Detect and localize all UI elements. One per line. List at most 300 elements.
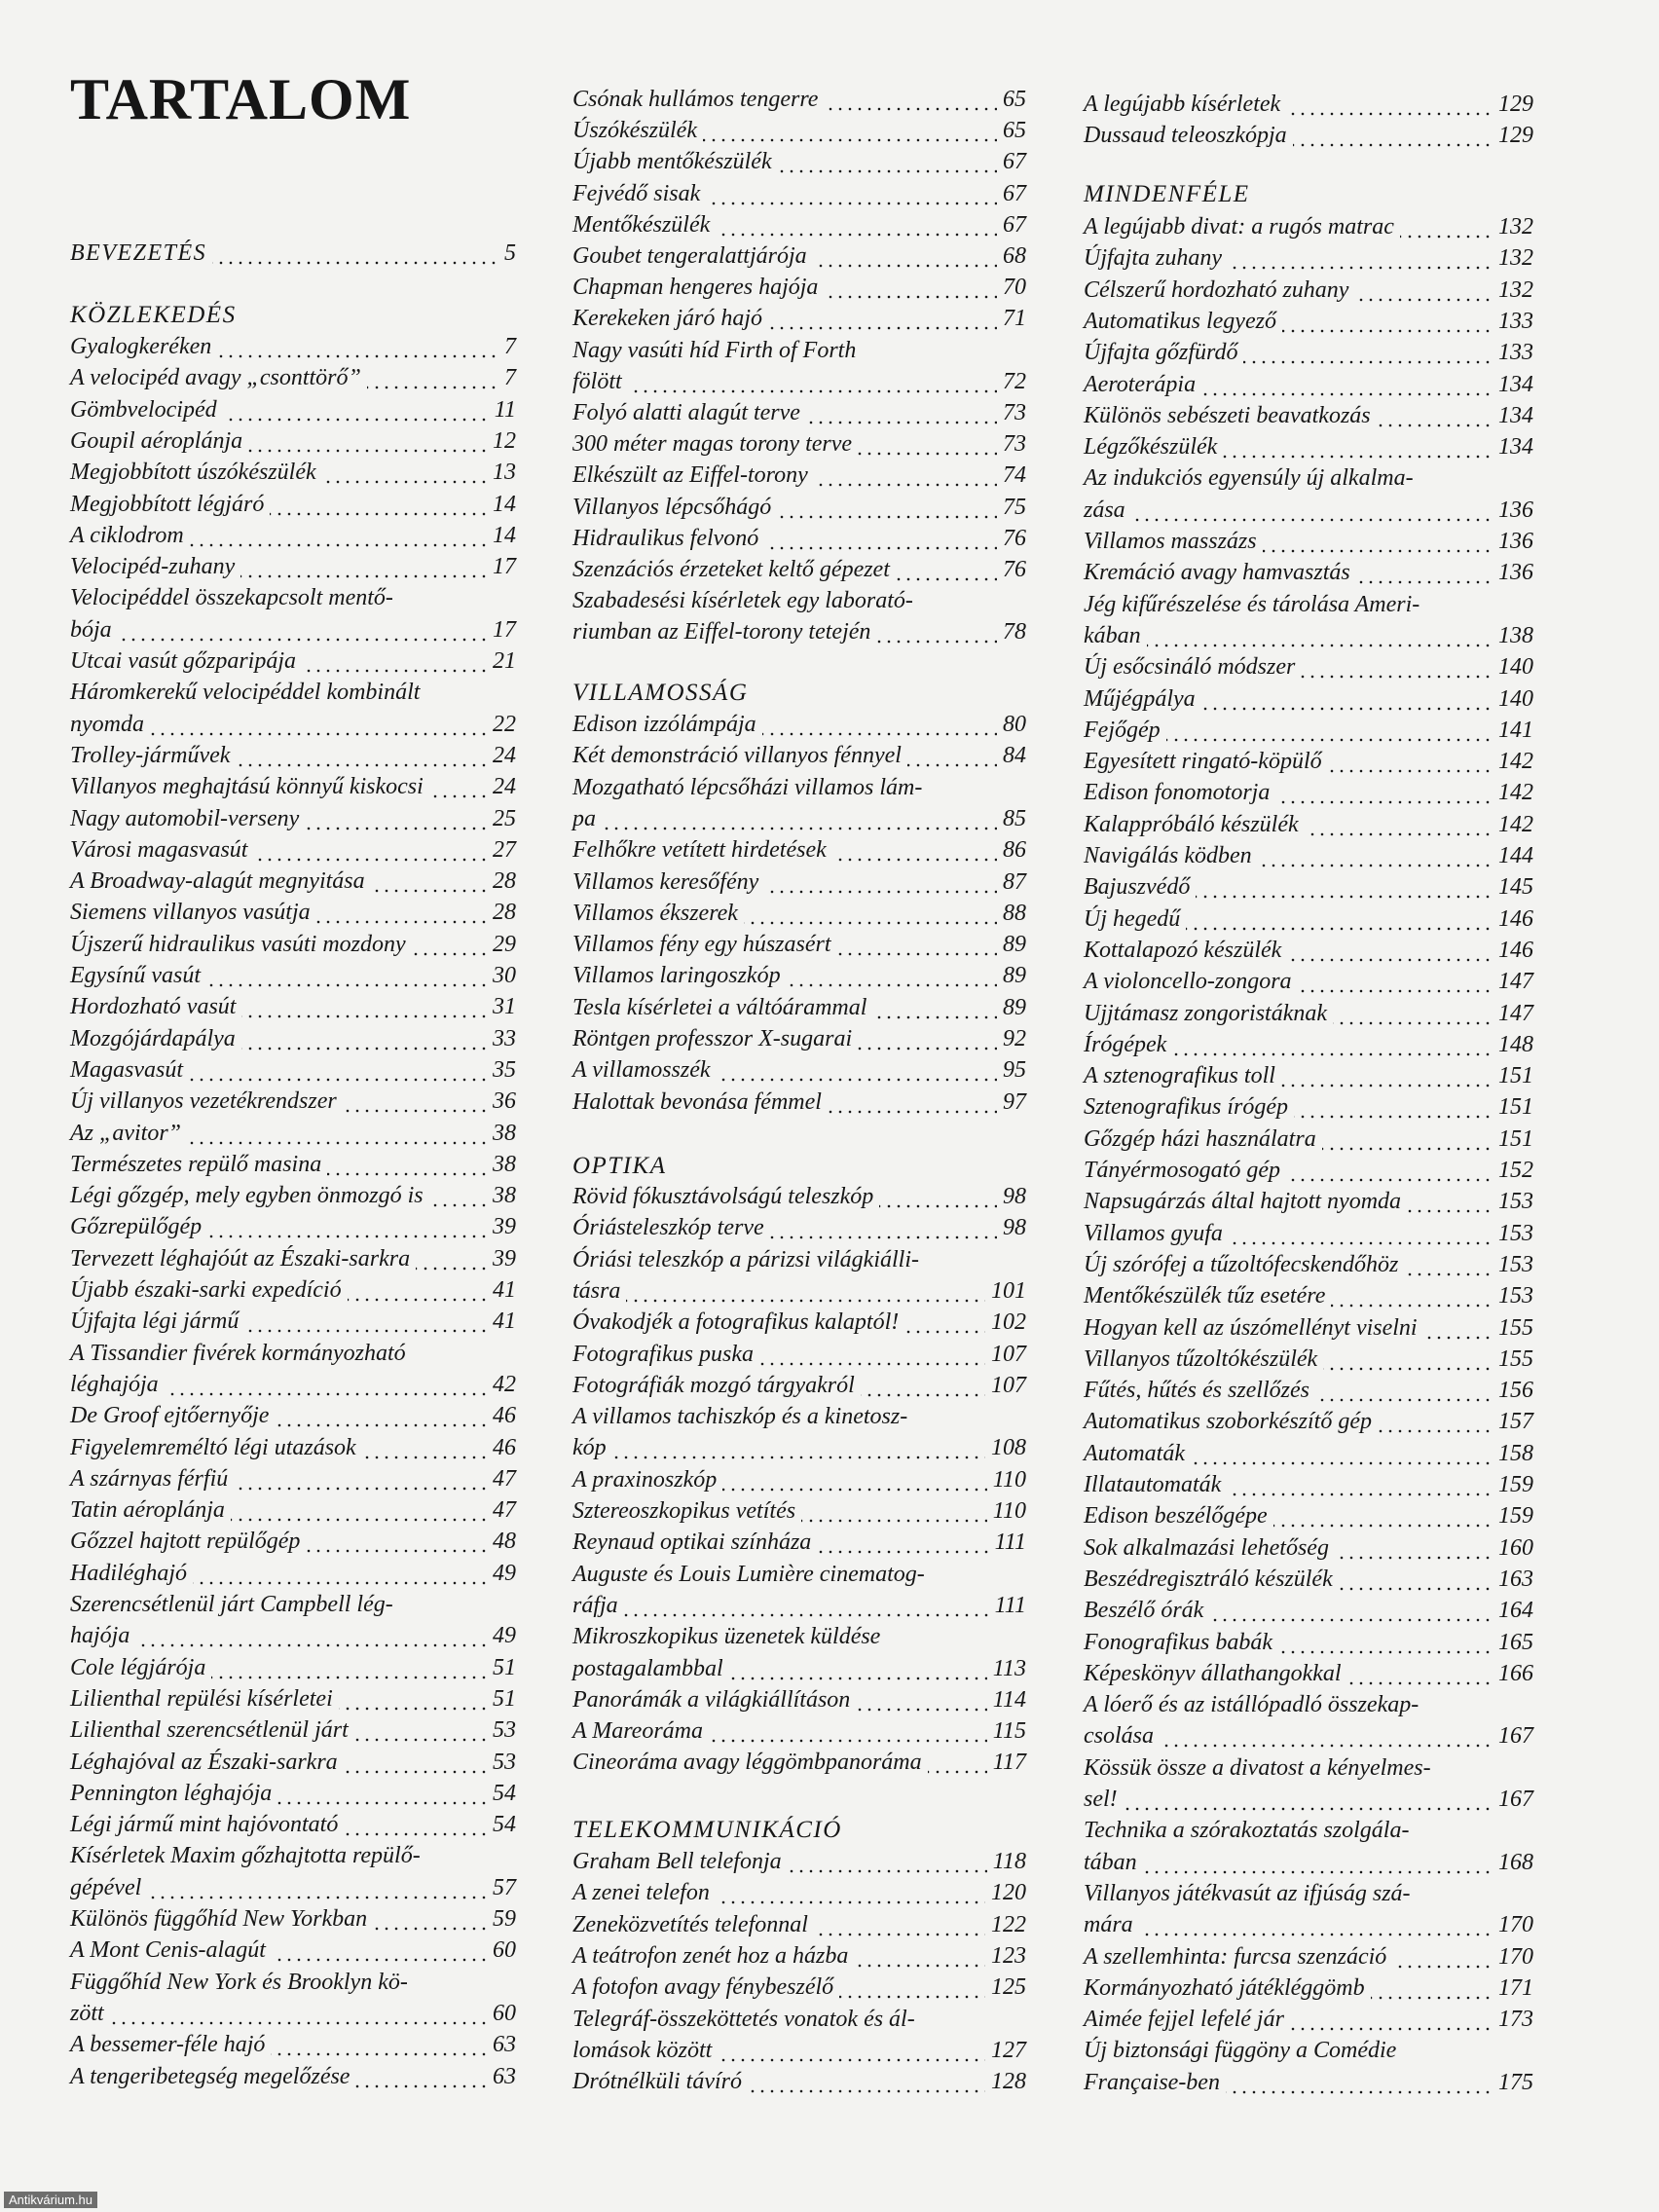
- toc-entry-title: lomások között: [572, 2035, 718, 2066]
- toc-entry-title: Rövid fókusztávolságú teleszkóp: [572, 1181, 879, 1212]
- toc-entry-page: 24: [487, 740, 516, 771]
- toc-entry-page: 122: [985, 1909, 1026, 1940]
- toc-entry: [70, 1463, 516, 1494]
- toc-entry-title: De Groof ejtőernyője: [70, 1400, 275, 1431]
- toc-entry-page: 78: [997, 616, 1026, 647]
- toc-entry-page: 38: [487, 1149, 516, 1180]
- toc-entry-title: A legújabb kísérletek: [1084, 89, 1286, 120]
- toc-entry: [70, 1023, 516, 1054]
- toc-entry-title: Villanyos lépcsőhágó: [572, 492, 777, 523]
- toc-entry: [70, 1998, 516, 2029]
- toc-entry-title: Telegráf-összeköttetés vonatok és ál-: [572, 2004, 915, 2035]
- toc-entry-title: Nagy automobil-verseny: [70, 803, 305, 834]
- toc-entry: [70, 1149, 516, 1180]
- toc-entry-page: 68: [997, 240, 1026, 272]
- toc-entry-title: Röntgen professzor X-sugarai: [572, 1023, 858, 1054]
- toc-entry-page: 142: [1493, 809, 1533, 840]
- toc-entry: [70, 803, 516, 834]
- toc-entry-page: 67: [997, 209, 1026, 240]
- toc-entry: [1084, 809, 1533, 840]
- toc-entry-title: Nagy vasúti híd Firth of Forth: [572, 335, 856, 366]
- toc-entry-title: Tesla kísérletei a váltóárammal: [572, 992, 872, 1023]
- toc-entry-page: 153: [1493, 1186, 1533, 1217]
- toc-entry-page: 123: [985, 1940, 1026, 1972]
- toc-entry-title: Zeneközvetítés telefonnal: [572, 1909, 814, 1940]
- toc-entry-title: mára: [1084, 1909, 1139, 1940]
- toc-entry: [572, 1212, 1026, 1243]
- toc-entry-page: 76: [997, 554, 1026, 585]
- toc-entry-page: 98: [997, 1181, 1026, 1212]
- toc-entry-title: Szerencsétlenül járt Campbell lég-: [70, 1589, 393, 1620]
- toc-entry-title: Fejőgép: [1084, 715, 1166, 746]
- toc-entry-title: A Tissandier fivérek kormányozható: [70, 1338, 406, 1369]
- toc-entry: [1084, 1595, 1533, 1626]
- toc-entry: [70, 1778, 516, 1809]
- toc-entry-page: 151: [1493, 1060, 1533, 1091]
- toc-entry: [1084, 1280, 1533, 1311]
- toc-entry-page: 134: [1493, 431, 1533, 462]
- toc-entry: [1084, 683, 1533, 715]
- toc-entry-page: 101: [985, 1275, 1026, 1307]
- toc-entry-title: Szabadesési kísérletek egy laborató-: [572, 585, 913, 616]
- toc-entry: [1084, 1029, 1533, 1060]
- toc-entry: [70, 740, 516, 771]
- toc-entry: [70, 2029, 516, 2060]
- toc-entry: [572, 1527, 1026, 1558]
- toc-entry-title: Írógépek: [1084, 1029, 1172, 1060]
- toc-entry-title: Velocipéd-zuhany: [70, 551, 240, 582]
- toc-entry: [572, 1590, 1026, 1621]
- toc-entry: [572, 1940, 1026, 1972]
- toc-entry: [70, 771, 516, 802]
- toc-entry-page: 111: [989, 1527, 1026, 1558]
- toc-entry-page: 147: [1493, 998, 1533, 1029]
- toc-entry: [70, 1338, 516, 1369]
- toc-entry: [572, 1495, 1026, 1527]
- toc-entry-page: 48: [487, 1526, 516, 1557]
- toc-entry-page: 144: [1493, 840, 1533, 871]
- toc-entry-page: 98: [997, 1212, 1026, 1243]
- toc-entry: [1084, 1091, 1533, 1123]
- toc-entry-title: Lilienthal repülési kísérletei: [70, 1683, 339, 1714]
- toc-entry-title: Különös sebészeti beavatkozás: [1084, 400, 1377, 431]
- toc-entry: [1084, 1878, 1533, 1909]
- toc-entry: [572, 1307, 1026, 1338]
- toc-entry-title: Villamos laringoszkóp: [572, 960, 787, 991]
- toc-entry: [572, 428, 1026, 460]
- toc-entry-title: Fotográfiák mozgó tárgyakról: [572, 1370, 861, 1401]
- toc-entry: [1084, 1847, 1533, 1878]
- toc-entry-title: Cole légjárója: [70, 1652, 211, 1683]
- toc-entry-page: 41: [487, 1274, 516, 1306]
- toc-entry-title: Műjégpálya: [1084, 683, 1201, 715]
- toc-entry: [70, 897, 516, 928]
- toc-entry-page: 75: [997, 492, 1026, 523]
- toc-entry-page: 35: [487, 1054, 516, 1086]
- toc-entry: [572, 2035, 1026, 2066]
- toc-entry: [1084, 337, 1533, 368]
- toc-entry-page: 28: [487, 866, 516, 897]
- toc-entry-title: Léghajóval az Északi-sarkra: [70, 1747, 344, 1778]
- toc-entry-title: Gőzgép házi használatra: [1084, 1124, 1322, 1155]
- toc-entry: [70, 582, 516, 613]
- toc-entry-page: 84: [997, 740, 1026, 771]
- toc-entry: [70, 1369, 516, 1400]
- section-heading-telekommunikacio: TELEKOMMUNIKÁCIÓ: [572, 1817, 842, 1843]
- toc-entry-title: Mozgatható lépcsőházi villamos lám-: [572, 772, 922, 803]
- toc-entry-page: 76: [997, 523, 1026, 554]
- toc-entry: [70, 960, 516, 991]
- toc-entry: [1084, 840, 1533, 871]
- toc-entry-title: Edison izzólámpája: [572, 709, 762, 740]
- toc-entry-page: 14: [487, 489, 516, 520]
- toc-entry: [1084, 1784, 1533, 1815]
- section-heading-optika: OPTIKA: [572, 1153, 667, 1179]
- toc-entry-title: pa: [572, 803, 602, 834]
- toc-entry: [1084, 306, 1533, 337]
- toc-entry: [70, 1086, 516, 1117]
- toc-entry-page: 142: [1493, 746, 1533, 777]
- toc-entry-title: Mozgójárdapálya: [70, 1023, 241, 1054]
- toc-entry: [572, 1877, 1026, 1908]
- toc-entry-title: Célszerű hordozható zuhany: [1084, 275, 1354, 306]
- toc-entry-page: 63: [487, 2061, 516, 2092]
- toc-entry-title: Elkészült az Eiffel-torony: [572, 460, 814, 491]
- toc-entry-title: Kísérletek Maxim gőzhajtotta repülő-: [70, 1840, 421, 1871]
- toc-entry: [572, 1621, 1026, 1652]
- toc-entry-page: 12: [487, 425, 516, 457]
- toc-entry-title: Újabb északi-sarki expedíció: [70, 1274, 348, 1306]
- toc-entry-page: 151: [1493, 1091, 1533, 1123]
- toc-entry-title: Légi gőzgép, mely egyben önmozgó is: [70, 1180, 429, 1211]
- toc-entry-title: Új szórófej a tűzoltófecskendőhöz: [1084, 1249, 1404, 1280]
- toc-entry-page: 59: [487, 1903, 516, 1935]
- toc-entry-page: 67: [997, 146, 1026, 177]
- toc-entry-title: Gőzzel hajtott repülőgép: [70, 1526, 306, 1557]
- toc-entry-title: Kössük össze a divatost a kényelmes-: [1084, 1752, 1431, 1784]
- toc-entry: [1084, 1532, 1533, 1564]
- toc-entry-page: 175: [1493, 2067, 1533, 2098]
- toc-entry-title: A zenei telefon: [572, 1877, 716, 1908]
- toc-entry: [572, 1087, 1026, 1118]
- toc-entry-page: 125: [985, 1972, 1026, 2003]
- toc-entry-title: Figyelemreméltó légi utazások: [70, 1432, 362, 1463]
- toc-entry-title: A velocipéd avagy „csonttörő”: [70, 362, 367, 393]
- toc-entry: [1084, 935, 1533, 966]
- toc-entry-title: Jég kifűrészelése és tárolása Ameri-: [1084, 589, 1419, 620]
- toc-entry: [70, 1683, 516, 1714]
- toc-entry-page: 132: [1493, 211, 1533, 242]
- toc-entry-title: Villanyos tűzoltókészülék: [1084, 1344, 1323, 1375]
- toc-entry: [70, 331, 516, 362]
- toc-entry-page: 167: [1493, 1784, 1533, 1815]
- toc-entry-page: 5: [498, 238, 516, 269]
- toc-entry-page: 165: [1493, 1627, 1533, 1658]
- toc-entry-title: A ciklodrom: [70, 520, 190, 551]
- toc-entry: [70, 1903, 516, 1935]
- toc-entry: [70, 834, 516, 866]
- toc-entry-page: 114: [987, 1684, 1026, 1715]
- toc-entry: [70, 1180, 516, 1211]
- toc-entry: [572, 492, 1026, 523]
- toc-entry-title: Óriási teleszkóp a párizsi világkiálli-: [572, 1244, 919, 1275]
- toc-entry-title: Kremáció avagy hamvasztás: [1084, 557, 1356, 588]
- toc-entry-page: 145: [1493, 871, 1533, 903]
- toc-entry: [70, 991, 516, 1022]
- toc-entry: [572, 209, 1026, 240]
- toc-entry-title: Új hegedű: [1084, 903, 1186, 935]
- toc-entry-title: Sok alkalmazási lehetőség: [1084, 1532, 1335, 1564]
- toc-entry-page: 38: [487, 1180, 516, 1211]
- toc-entry: [572, 460, 1026, 491]
- toc-entry-title: Tatin aéroplánja: [70, 1494, 231, 1526]
- toc-entry-title: A Mont Cenis-alagút: [70, 1935, 272, 1966]
- toc-entry-title: Légzőkészülék: [1084, 431, 1223, 462]
- toc-entry: [1084, 2004, 1533, 2035]
- toc-entry-title: A sztenografikus toll: [1084, 1060, 1281, 1091]
- toc-entry-title: Egysínű vasút: [70, 960, 206, 991]
- toc-entry: [1084, 462, 1533, 494]
- toc-entry-page: 46: [487, 1432, 516, 1463]
- toc-entry-title: Automaták: [1084, 1438, 1191, 1469]
- toc-entry: [1084, 369, 1533, 400]
- toc-entry-page: 11: [489, 394, 516, 425]
- toc-entry-page: 146: [1493, 903, 1533, 935]
- toc-entry: [1084, 903, 1533, 935]
- toc-entry: [1084, 1658, 1533, 1689]
- toc-entry: [572, 1747, 1026, 1778]
- toc-entry-title: Természetes repülő masina: [70, 1149, 327, 1180]
- toc-entry-page: 74: [997, 460, 1026, 491]
- toc-entry-page: 110: [987, 1464, 1026, 1495]
- toc-entry-title: Fotografikus puska: [572, 1339, 759, 1370]
- toc-entry: [572, 1432, 1026, 1463]
- toc-entry-title: A Mareoráma: [572, 1715, 709, 1747]
- toc-entry: [572, 523, 1026, 554]
- toc-entry: [70, 238, 516, 269]
- toc-entry: [1084, 2035, 1533, 2066]
- toc-entry-title: 300 méter magas torony terve: [572, 428, 858, 460]
- toc-entry: [572, 1559, 1026, 1590]
- toc-entry-title: Háromkerekű velocipéddel kombinált: [70, 677, 420, 708]
- toc-entry-title: bója: [70, 614, 118, 645]
- toc-entry-page: 47: [487, 1494, 516, 1526]
- toc-entry: [70, 520, 516, 551]
- toc-entry-page: 120: [985, 1877, 1026, 1908]
- toc-entry-title: Utcai vasút gőzparipája: [70, 645, 302, 677]
- toc-entry: [1084, 1249, 1533, 1280]
- toc-entry-title: Kalappróbáló készülék: [1084, 809, 1305, 840]
- toc-entry: [572, 146, 1026, 177]
- toc-entry-page: 28: [487, 897, 516, 928]
- toc-entry: [572, 303, 1026, 334]
- toc-entry-title: Fűtés, hűtés és szellőzés: [1084, 1375, 1315, 1406]
- toc-entry: [1084, 1469, 1533, 1500]
- toc-entry-title: Villamos fény egy húszasért: [572, 929, 837, 960]
- toc-entry: [572, 585, 1026, 616]
- toc-entry: [572, 272, 1026, 303]
- toc-entry-title: Óriásteleszkóp terve: [572, 1212, 770, 1243]
- toc-entry-page: 153: [1493, 1249, 1533, 1280]
- watermark: Antikvárium.hu: [4, 2192, 97, 2208]
- toc-entry-page: 133: [1493, 306, 1533, 337]
- toc-entry-title: A tengeribetegség megelőzése: [70, 2061, 355, 2092]
- toc-entry: [70, 1526, 516, 1557]
- toc-entry-page: 38: [487, 1118, 516, 1149]
- toc-entry-title: Française-ben: [1084, 2067, 1226, 2098]
- toc-entry-title: Automatikus legyező: [1084, 306, 1282, 337]
- toc-entry-title: Bajuszvédő: [1084, 871, 1196, 903]
- toc-entry-page: 73: [997, 428, 1026, 460]
- toc-entry-title: Hogyan kell az úszómellényt viselni: [1084, 1312, 1423, 1344]
- toc-entry-page: 17: [487, 614, 516, 645]
- toc-entry-page: 30: [487, 960, 516, 991]
- toc-entry: [1084, 966, 1533, 997]
- toc-entry: [1084, 998, 1533, 1029]
- toc-entry: [1084, 777, 1533, 808]
- toc-entry-page: 36: [487, 1086, 516, 1117]
- toc-entry-title: Úszókészülék: [572, 115, 703, 146]
- toc-entry-page: 102: [985, 1307, 1026, 1338]
- toc-entry: [572, 616, 1026, 647]
- toc-entry-page: 54: [487, 1809, 516, 1840]
- toc-entry-title: Beszédregisztráló készülék: [1084, 1564, 1339, 1595]
- toc-entry: [1084, 431, 1533, 462]
- toc-entry-page: 41: [487, 1306, 516, 1337]
- toc-entry-page: 142: [1493, 777, 1533, 808]
- toc-entry-title: tásra: [572, 1275, 626, 1307]
- toc-entry: [1084, 589, 1533, 620]
- toc-entry: [1084, 715, 1533, 746]
- toc-entry: [1084, 620, 1533, 651]
- toc-entry: [70, 614, 516, 645]
- toc-entry-page: 115: [987, 1715, 1026, 1747]
- toc-entry: [1084, 211, 1533, 242]
- toc-entry-page: 25: [487, 803, 516, 834]
- toc-entry-page: 49: [487, 1620, 516, 1651]
- toc-entry: [572, 240, 1026, 272]
- toc-entry-page: 108: [985, 1432, 1026, 1463]
- toc-entry: [572, 335, 1026, 366]
- toc-entry-title: Tervezett léghajóút az Északi-sarkra: [70, 1243, 416, 1274]
- toc-entry-title: Mentőkészülék: [572, 209, 716, 240]
- toc-entry-title: Halottak bevonása fémmel: [572, 1087, 828, 1118]
- toc-entry-title: Chapman hengeres hajója: [572, 272, 824, 303]
- toc-entry-title: Különös függőhíd New Yorkban: [70, 1903, 373, 1935]
- toc-entry-title: postagalambbal: [572, 1653, 729, 1684]
- toc-entry-page: 134: [1493, 369, 1533, 400]
- toc-entry: [70, 1747, 516, 1778]
- toc-entry: [70, 1714, 516, 1746]
- section-heading-villamossag: VILLAMOSSÁG: [572, 680, 749, 706]
- toc-entry-page: 7: [498, 362, 516, 393]
- toc-entry-page: 13: [487, 457, 516, 488]
- toc-entry: [572, 1339, 1026, 1370]
- toc-entry-title: Automatikus szoborkészítő gép: [1084, 1406, 1378, 1437]
- toc-entry: [572, 772, 1026, 803]
- toc-entry-title: A villamos tachiszkóp és a kinetosz-: [572, 1401, 907, 1432]
- toc-entry-page: 51: [487, 1652, 516, 1683]
- toc-entry-page: 7: [498, 331, 516, 362]
- toc-entry-title: Villanyos játékvasút az ifjúság szá-: [1084, 1878, 1411, 1909]
- toc-entry-page: 132: [1493, 242, 1533, 274]
- toc-entry-page: 163: [1493, 1564, 1533, 1595]
- toc-entry-title: Villanyos meghajtású könnyű kiskocsi: [70, 771, 429, 802]
- toc-entry: [572, 1023, 1026, 1054]
- toc-entry: [70, 1652, 516, 1683]
- toc-entry-page: 136: [1493, 495, 1533, 526]
- toc-entry-title: léghajója: [70, 1369, 165, 1400]
- toc-entry-title: Illatautomaták: [1084, 1469, 1227, 1500]
- toc-entry-title: A Broadway-alagút megnyitása: [70, 866, 371, 897]
- toc-entry-page: 97: [997, 1087, 1026, 1118]
- toc-entry: [70, 489, 516, 520]
- toc-entry-title: Felhőkre vetített hirdetések: [572, 834, 832, 866]
- toc-entry-title: Fejvédő sisak: [572, 178, 706, 209]
- toc-entry-page: 153: [1493, 1280, 1533, 1311]
- toc-entry: [70, 1809, 516, 1840]
- toc-entry: [70, 1306, 516, 1337]
- toc-entry-title: Villamos ékszerek: [572, 898, 744, 929]
- toc-entry-title: Cineoráma avagy léggömbpanoráma: [572, 1747, 928, 1778]
- toc-entry-page: 63: [487, 2029, 516, 2060]
- toc-entry-page: 39: [487, 1243, 516, 1274]
- toc-entry: [572, 1054, 1026, 1086]
- toc-entry: [1084, 1689, 1533, 1720]
- toc-entry-title: zött: [70, 1998, 110, 2029]
- toc-entry: [70, 709, 516, 740]
- toc-entry-title: Navigálás ködben: [1084, 840, 1258, 871]
- toc-entry-title: Kottalapozó készülék: [1084, 935, 1287, 966]
- toc-entry-page: 140: [1493, 651, 1533, 682]
- toc-entry: [572, 1244, 1026, 1275]
- toc-entry-page: 173: [1493, 2004, 1533, 2035]
- toc-entry-title: Két demonstráció villanyos fénnyel: [572, 740, 907, 771]
- toc-entry: [572, 803, 1026, 834]
- toc-entry: [1084, 1375, 1533, 1406]
- toc-entry: [1084, 1500, 1533, 1531]
- toc-entry: [1084, 1312, 1533, 1344]
- toc-entry-title: Villamos gyufa: [1084, 1218, 1229, 1249]
- toc-entry-title: Fonografikus babák: [1084, 1627, 1278, 1658]
- toc-entry-title: Új villanyos vezetékrendszer: [70, 1086, 343, 1117]
- toc-entry-title: zása: [1084, 495, 1131, 526]
- toc-entry-page: 14: [487, 520, 516, 551]
- toc-entry-title: Hordozható vasút: [70, 991, 241, 1022]
- toc-entry: [1084, 89, 1533, 120]
- toc-entry-page: 107: [985, 1339, 1026, 1370]
- toc-entry: [1084, 1218, 1533, 1249]
- toc-entry: [572, 1684, 1026, 1715]
- toc-entry-page: 49: [487, 1558, 516, 1589]
- toc-entry: [572, 1464, 1026, 1495]
- toc-entry-title: fölött: [572, 366, 628, 397]
- toc-entry-page: 160: [1493, 1532, 1533, 1564]
- toc-entry-title: A villamosszék: [572, 1054, 717, 1086]
- toc-entry-title: riumban az Eiffel-torony tetején: [572, 616, 876, 647]
- toc-entry-page: 39: [487, 1211, 516, 1242]
- toc-entry: [1084, 1564, 1533, 1595]
- toc-entry-title: Napsugárzás által hajtott nyomda: [1084, 1186, 1407, 1217]
- toc-entry-title: Újfajta légi jármű: [70, 1306, 244, 1337]
- toc-entry-title: Új biztonsági függöny a Comédie: [1084, 2035, 1396, 2066]
- toc-entry-title: Gyalogkeréken: [70, 331, 217, 362]
- toc-entry-page: 60: [487, 1935, 516, 1966]
- toc-entry-title: Képeskönyv állathangokkal: [1084, 1658, 1347, 1689]
- toc-entry-page: 171: [1493, 1972, 1533, 2004]
- toc-entry: [70, 2061, 516, 2092]
- toc-entry-title: A szellemhinta: furcsa szenzáció: [1084, 1941, 1392, 1972]
